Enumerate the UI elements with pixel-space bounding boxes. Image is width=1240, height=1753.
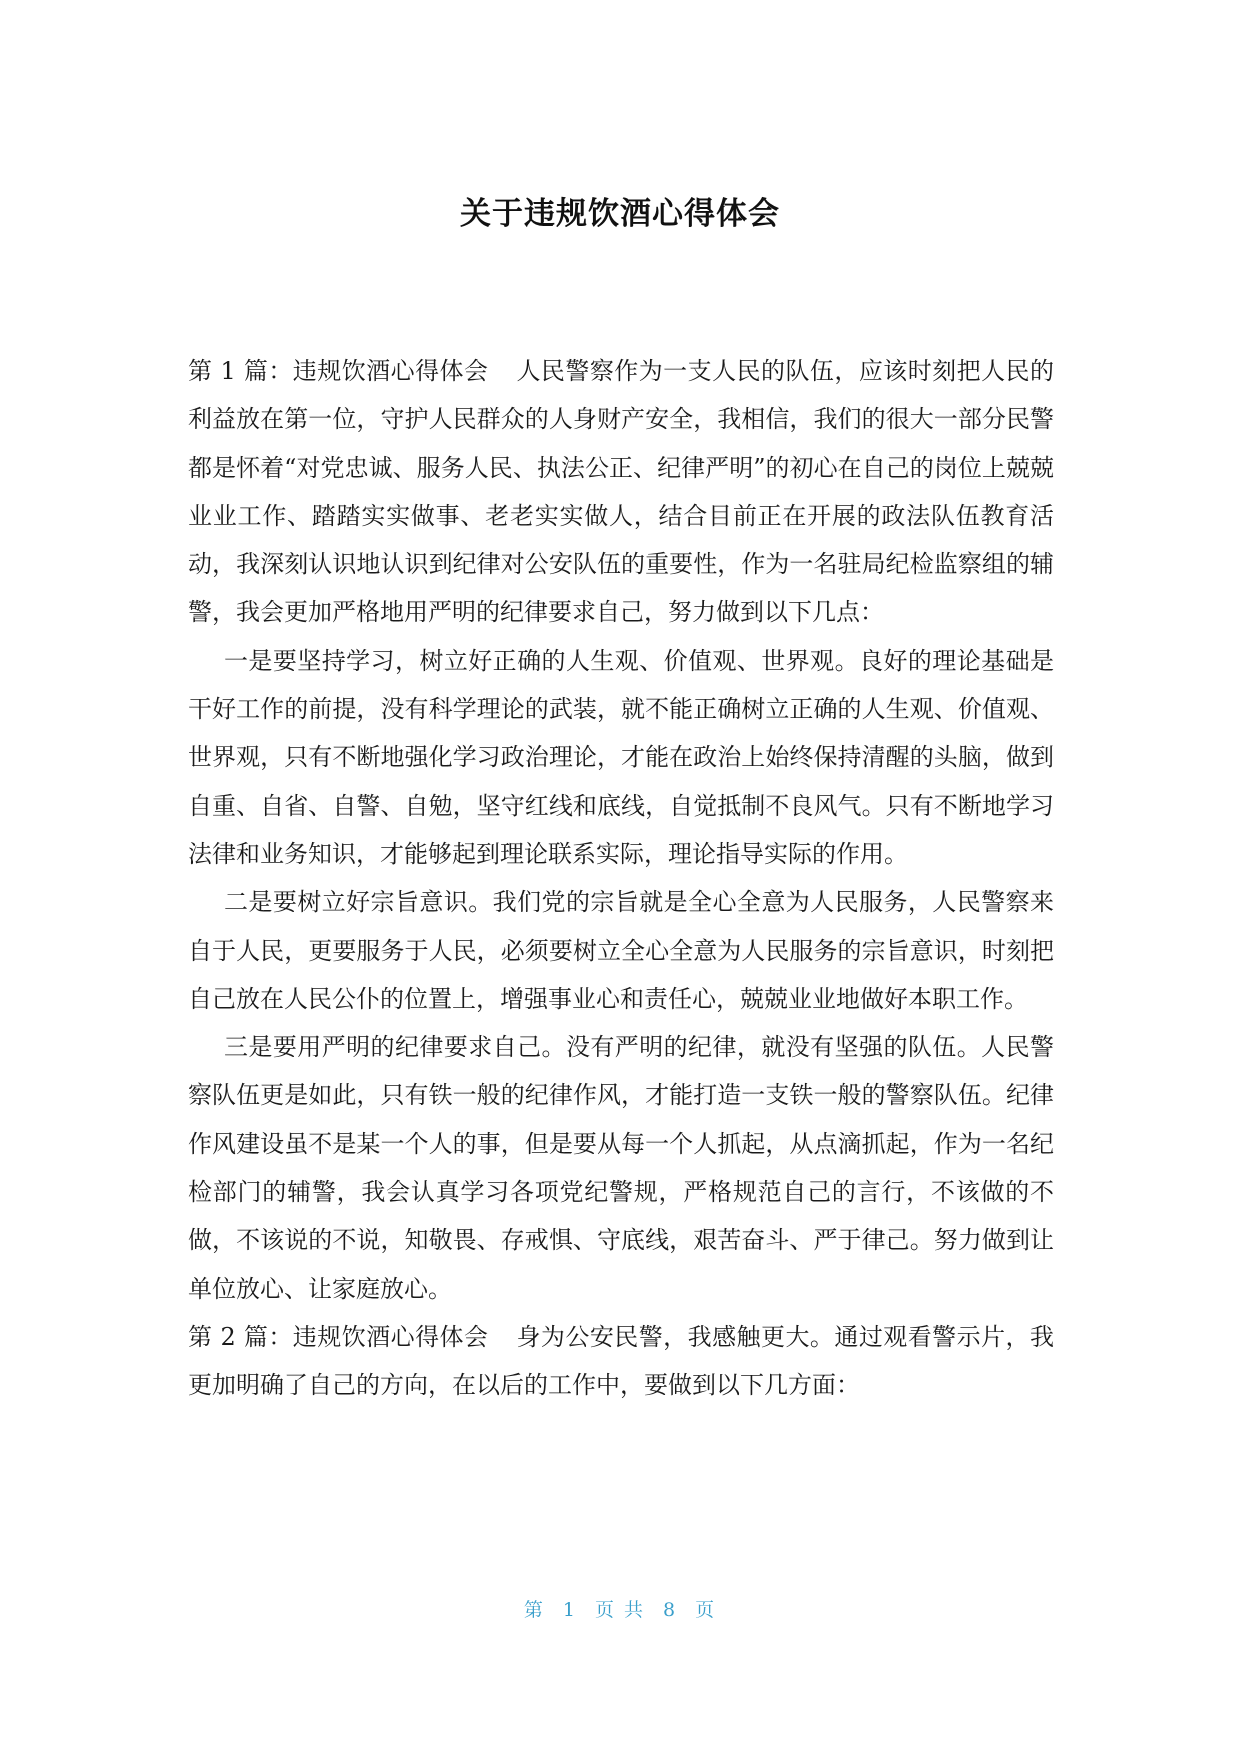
paragraph-part-2 [188,1313,1054,1410]
paragraph-part-1 [188,347,1054,637]
document-title: 关于违规饮酒心得体会 [460,196,780,232]
total-pages-number: 8 [663,1599,678,1621]
current-page-number: 1 [562,1599,577,1621]
page-footer [0,1595,1240,1622]
footer-mid: 页 共 [594,1599,646,1621]
document-body [188,347,1054,1410]
footer-prefix: 第 [523,1599,545,1621]
paragraph-text: 人民警察作为一支人民的队伍，应该时刻把人民的利益放在第一位，守护人民群众的人身财产安全，我相信，我们的很大一部分民警都是怀着“对党忠诚、服务人民、执法公正、纪律严明”的初心在自己的岗位上兢兢业业工作、踏踏实实做事、老老实实做人，结合目前正在开展的政法队伍教育活动，我深刻认识地认识到纪律对公安队伍的重要性，作为一名驻局纪检监察组的辅警，我会更加严格地用严明的纪律要求自己，努力做到以下几点： [188,357,1055,627]
paragraph-point-3: 三是要用严明的纪律要求自己。没有严明的纪律，就没有坚强的队伍。人民警察队伍更是如此，只有铁一般的纪律作风，才能打造一支铁一般的警察队伍。纪律作风建设虽不是某一个人的事，但是要从每一个人抓起，从点滴抓起，作为一名纪检部门的辅警，我会认真学习各项党纪警规，严格规范自己的言行，不该做的不做，不该说的不说，知敬畏、存戒惧、守底线，艰苦奋斗、严于律己。努力做到让单位放心、让家庭放心。 [188,1033,1054,1303]
part-heading-1: 第 1 篇：违规饮酒心得体会 [188,357,489,385]
footer-suffix: 页 [695,1599,717,1621]
paragraph-text: 身为公安民警，我感触更大。通过观看警示片，我更加明确了自己的方向，在以后的工作中，要做到以下几方面： [188,1322,1055,1400]
part-heading-2: 第 2 篇：违规饮酒心得体会 [188,1322,489,1351]
paragraph-point-2: 二是要树立好宗旨意识。我们党的宗旨就是全心全意为人民服务，人民警察来自于人民，更要服务于人民，必须要树立全心全意为人民服务的宗旨意识，时刻把自己放在人民公仆的位置上，增强事业心和责任心，兢兢业业地做好本职工作。 [188,888,1054,1013]
paragraph-point-1: 一是要坚持学习，树立好正确的人生观、价值观、世界观。良好的理论基础是干好工作的前提，没有科学理论的武装，就不能正确树立正确的人生观、价值观、世界观，只有不断地强化学习政治理论，才能在政治上始终保持清醒的头脑，做到自重、自省、自警、自勉，坚守红线和底线，自觉抵制不良风气。只有不断地学习法律和业务知识，才能够起到理论联系实际，理论指导实际的作用。 [188,646,1054,868]
